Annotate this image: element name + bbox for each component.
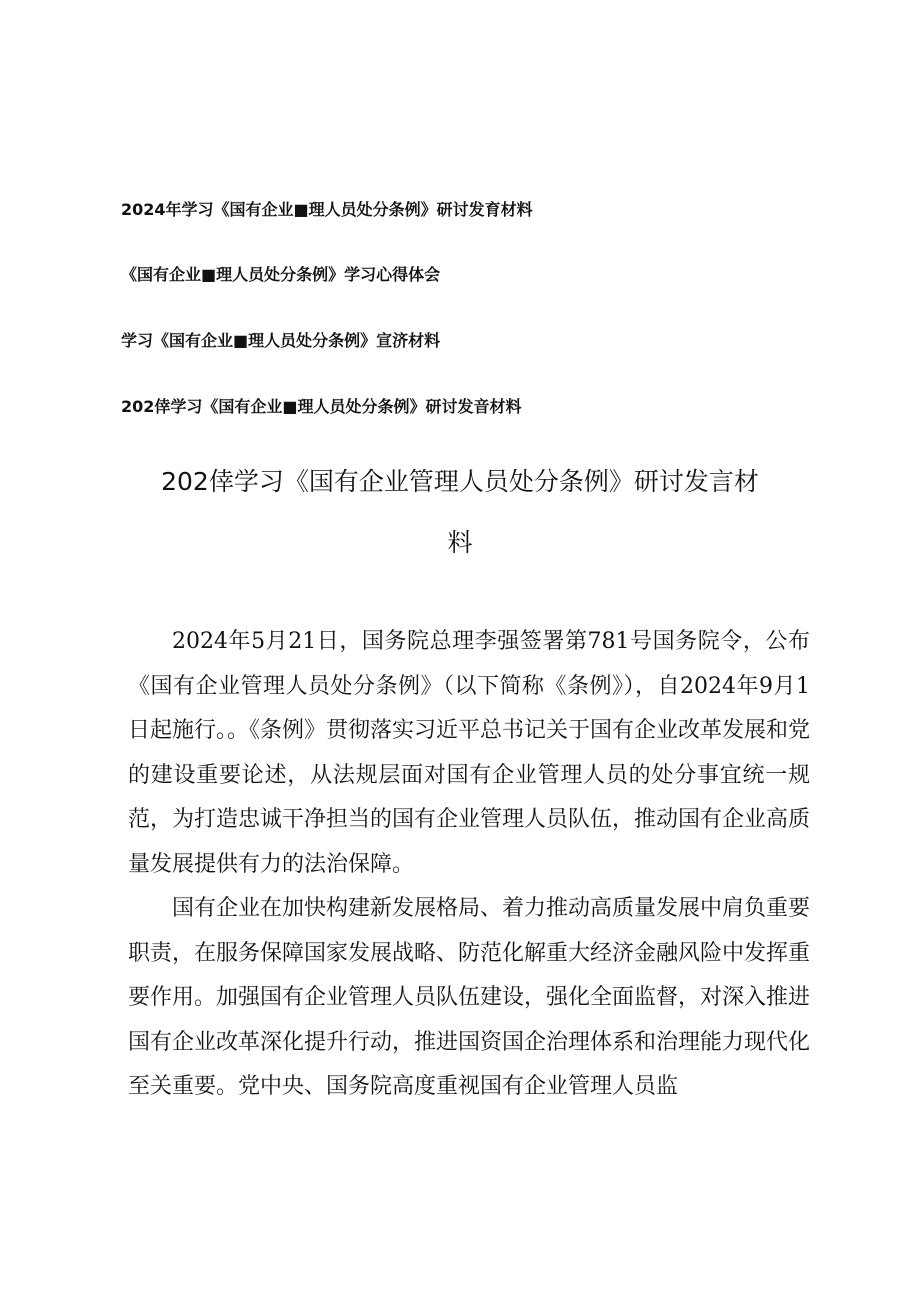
body-paragraph: 国有企业在加快构建新发展格局、着力推动高质量发展中肩负重要职责，在服务保障国家发展战略、防范化解重大经济金融风险中发挥重要作用。加强国有企业管理人员队伍建设，强化全面监督，对深入推进国有企业改革深化提升行动，推进国资国企治理体系和治理能力现代化至关重要。党中央、国务院高度重视国有企业管理人员监 [128, 896, 811, 1099]
title-line-2: 料 [447, 528, 473, 557]
document-body [128, 620, 810, 1110]
body-paragraph: 2024年5月21日，国务院总理李强签署第781号国务院令，公布《国有企业管理人员处分条例》（以下简称《条例》），自2024年9月1日起施行。。《条例》贯彻落实习近平总书记关于国有企业改革发展和党的建设重要论述，从法规层面对国有企业管理人员的处分事宜统一规范，为打造忠诚干净担当的国有企业管理人员队伍，推动国有企业高质量发展提供有力的法治保障。 [128, 629, 811, 877]
title-line-1: 202倖学习《国有企业管理人员处分条例》研讨发言材 [161, 467, 759, 496]
toc-item[interactable]: 2024年学习《国有企业■理人员处分条例》研讨发育材料 [121, 200, 533, 219]
toc-item[interactable]: 《国有企业■理人员处分条例》学习心得体会 [121, 265, 441, 284]
toc-item[interactable]: 学习《国有企业■理人员处分条例》宣济材料 [121, 331, 441, 350]
toc-item[interactable]: 202倖学习《国有企业■理人员处分条例》研讨发音材料 [121, 397, 522, 416]
